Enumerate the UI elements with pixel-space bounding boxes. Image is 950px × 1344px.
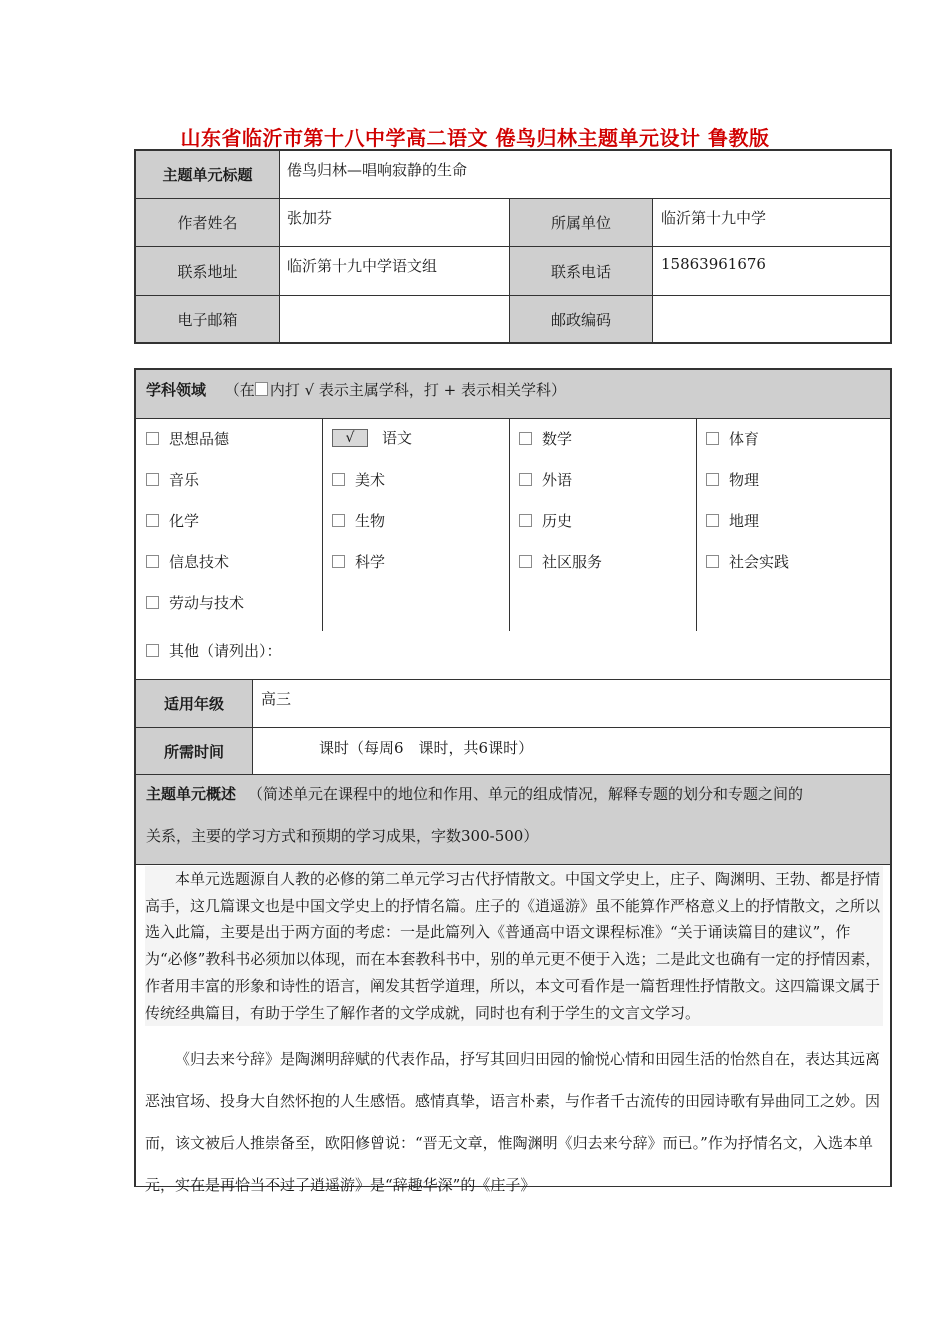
checkbox-icon[interactable] (519, 432, 532, 445)
checkbox-icon[interactable] (146, 644, 159, 657)
time-value: 课时（每周6 课时，共6课时） (319, 739, 534, 757)
subject-label: 美术 (355, 471, 386, 489)
subject-checkbox-item[interactable] (332, 551, 385, 572)
checkbox-icon[interactable] (146, 473, 159, 486)
subject-header-note-prefix: （在 (224, 381, 255, 399)
overview-note-line2: 关系，主要的学习方式和预期的学习成果，字数300-500） (146, 827, 539, 845)
phone-value: 15863961676 (661, 255, 766, 273)
checkmark-icon[interactable] (332, 429, 368, 447)
subject-label: 物理 (729, 471, 760, 489)
subject-checkbox-item[interactable] (706, 428, 759, 449)
checkbox-icon[interactable] (332, 555, 345, 568)
subject-checkbox-item[interactable] (519, 510, 572, 531)
zip-value (653, 296, 890, 342)
checkbox-icon[interactable] (146, 555, 159, 568)
subject-label: 社会实践 (729, 553, 790, 571)
checkbox-icon[interactable] (519, 555, 532, 568)
subject-header-title: 学科领域 (146, 381, 207, 399)
subject-checkbox-item[interactable] (706, 469, 759, 490)
subject-label: 语文 (382, 429, 413, 447)
time-label: 所需时间 (136, 728, 252, 774)
subject-checkbox-item[interactable] (332, 510, 385, 531)
phone-label: 联系电话 (510, 247, 652, 295)
subject-label: 科学 (355, 553, 386, 571)
subject-other[interactable] (146, 640, 282, 661)
subject-label: 生物 (355, 512, 386, 530)
subject-header-note-suffix: 内打 √ 表示主属学科，打 + 表示相关学科） (269, 381, 567, 399)
subject-checkbox-item[interactable] (146, 592, 244, 613)
subject-checkbox-item[interactable] (332, 427, 412, 448)
info-table (134, 149, 892, 344)
email-label: 电子邮箱 (136, 296, 279, 342)
address-label: 联系地址 (136, 247, 279, 295)
subject-checkbox-item[interactable] (519, 551, 602, 572)
subject-label: 体育 (729, 430, 760, 448)
check-mark: √ (345, 429, 355, 446)
theme-label: 主题单元标题 (136, 151, 279, 198)
subject-label: 历史 (542, 512, 573, 530)
checkbox-icon[interactable] (146, 432, 159, 445)
checkbox-icon[interactable] (146, 514, 159, 527)
subject-label: 数学 (542, 430, 573, 448)
email-value (279, 296, 509, 342)
grade-value: 高三 (261, 690, 292, 708)
checkbox-icon[interactable] (519, 514, 532, 527)
subject-label: 劳动与技术 (169, 594, 245, 612)
checkbox-icon[interactable] (706, 432, 719, 445)
unit-label: 所属单位 (510, 199, 652, 246)
subject-checkbox-item[interactable] (146, 428, 229, 449)
document-title: 山东省临沂市第十八中学高二语文 倦鸟归林主题单元设计 鲁教版 (180, 126, 770, 150)
checkbox-icon[interactable] (706, 473, 719, 486)
subject-checkbox-item[interactable] (706, 551, 789, 572)
checkbox-icon[interactable] (706, 514, 719, 527)
checkbox-icon[interactable] (706, 555, 719, 568)
overview-note-line1: （简述单元在课程中的地位和作用、单元的组成情况，解释专题的划分和专题之间的 (248, 785, 804, 803)
subject-header (136, 370, 890, 418)
address-value: 临沂第十九中学语文组 (287, 257, 438, 275)
subject-label: 社区服务 (542, 553, 603, 571)
subject-checkbox-item[interactable] (146, 469, 199, 490)
overview-label: 主题单元概述 (146, 785, 237, 803)
body-paragraph-1: 本单元选题源自人教的必修的第二单元学习古代抒情散文。中国文学史上，庄子、陶渊明、王勃、都是抒情高手，这几篇课文也是中国文学史上的抒情名篇。庄子的《逍遥游》虽不能算作严格意义上的抒情散文，之所以选入此篇，主要是出于两方面的考虑：一是此篇列入《普通高中语文课程标准》“关于诵读篇目的建议”，作为“必修”教科书必须加以体现，而在本套教科书中，别的单元更不便于入选；二是此文也确有一定的抒情因素，作者用丰富的形象和诗性的语言，阐发其哲学道理，所以，本文可看作是一篇哲理性抒情散文。这四篇课文属于传统经典篇目，有助于学生了解作者的文学成就，同时也有利于学生的文言文学习。 (145, 866, 883, 1026)
subject-label: 信息技术 (169, 553, 230, 571)
subject-checkbox-item[interactable] (706, 510, 759, 531)
checkbox-icon[interactable] (332, 514, 345, 527)
subject-other-label: 其他（请列出）： (169, 642, 282, 660)
subject-label: 化学 (169, 512, 200, 530)
checkbox-icon[interactable] (519, 473, 532, 486)
overview-header (136, 775, 890, 864)
unit-value: 临沂第十九中学 (661, 209, 767, 227)
subject-label: 思想品德 (169, 430, 230, 448)
subject-checkbox-item[interactable] (146, 510, 199, 531)
checkbox-icon[interactable] (146, 596, 159, 609)
checkbox-icon[interactable] (332, 473, 345, 486)
zip-label: 邮政编码 (510, 296, 652, 342)
subject-checkbox-item[interactable] (519, 428, 572, 449)
grade-label: 适用年级 (136, 680, 252, 727)
body-paragraph-2: 《归去来兮辞》是陶渊明辞赋的代表作品，抒写其回归田园的愉悦心情和田园生活的怡然自在，表达其远离恶浊官场、投身大自然怀抱的人生感悟。感情真挚，语言朴素，与作者千古流传的田园诗歌有异曲同工之妙。因而，该文被后人推崇备至，欧阳修曾说：“晋无文章，惟陶渊明《归去来兮辞》而已。”作为抒情名文，入选本单元，实在是再恰当不过了逍遥游》是“辞趣华深”的《庄子》 (145, 1050, 881, 1194)
author-value: 张加芬 (287, 209, 333, 227)
subject-checkbox-item[interactable] (332, 469, 385, 490)
theme-value: 倦鸟归林—唱响寂静的生命 (287, 161, 468, 179)
subject-label: 外语 (542, 471, 573, 489)
subject-checkbox-item[interactable] (146, 551, 229, 572)
subject-label: 音乐 (169, 471, 200, 489)
checkbox-legend-icon (255, 382, 268, 396)
subject-label: 地理 (729, 512, 760, 530)
subject-checkbox-item[interactable] (519, 469, 572, 490)
author-label: 作者姓名 (136, 199, 279, 246)
